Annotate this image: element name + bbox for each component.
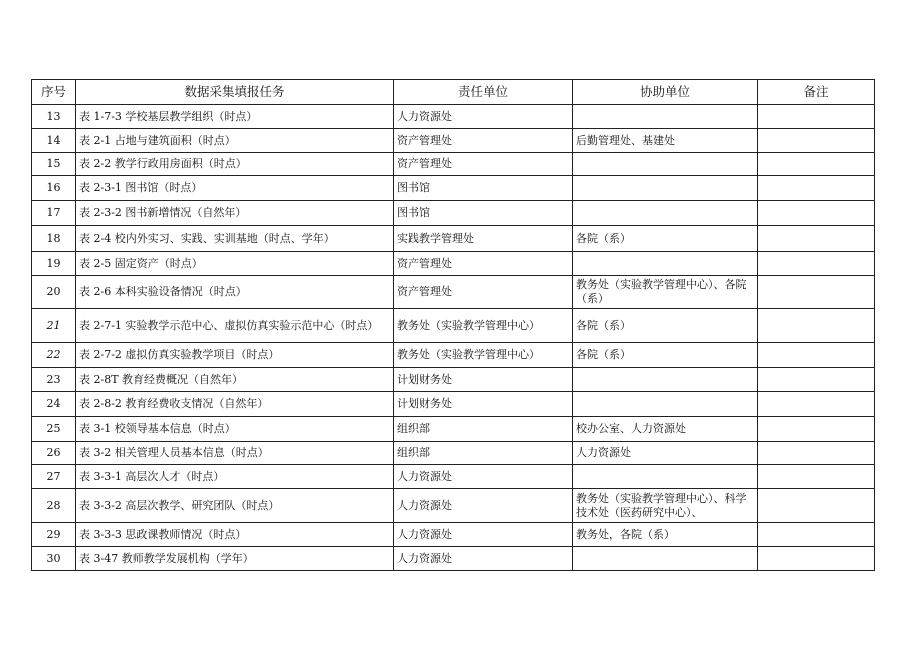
task-cell: 表 2-4 校内外实习、实践、实训基地（时点、学年） — [76, 226, 394, 252]
seq-cell: 25 — [32, 417, 76, 442]
table-row — [32, 276, 875, 309]
responsible-cell: 图书馆 — [394, 176, 573, 201]
responsible-cell: 人力资源处 — [394, 465, 573, 489]
task-cell: 表 1-7-3 学校基层教学组织（时点） — [76, 105, 394, 129]
header-assist: 协助单位 — [573, 80, 758, 105]
task-cell: 表 3-2 相关管理人员基本信息（时点） — [76, 442, 394, 465]
assist-cell — [573, 252, 758, 276]
assist-cell: 人力资源处 — [573, 442, 758, 465]
seq-cell: 28 — [32, 489, 76, 523]
table-row — [32, 309, 875, 343]
assist-cell: 校办公室、人力资源处 — [573, 417, 758, 442]
responsible-cell: 计划财务处 — [394, 368, 573, 392]
responsible-cell: 人力资源处 — [394, 523, 573, 547]
header-row — [32, 80, 875, 105]
table-row — [32, 523, 875, 547]
assist-cell: 各院（系） — [573, 343, 758, 368]
note-cell — [758, 392, 875, 417]
table-row — [32, 153, 875, 176]
assist-cell: 教务处，各院（系） — [573, 523, 758, 547]
responsible-cell: 计划财务处 — [394, 392, 573, 417]
assist-cell — [573, 201, 758, 226]
header-responsible: 责任单位 — [394, 80, 573, 105]
assist-cell — [573, 465, 758, 489]
table-row — [32, 392, 875, 417]
task-cell: 表 3-3-2 高层次教学、研究团队（时点） — [76, 489, 394, 523]
seq-cell: 15 — [32, 153, 76, 176]
header-note: 备注 — [758, 80, 875, 105]
responsible-cell: 实践教学管理处 — [394, 226, 573, 252]
responsible-cell: 组织部 — [394, 442, 573, 465]
note-cell — [758, 442, 875, 465]
note-cell — [758, 153, 875, 176]
table-row — [32, 368, 875, 392]
task-table — [31, 79, 875, 571]
table-row — [32, 417, 875, 442]
table-row — [32, 489, 875, 523]
header-seq: 序号 — [32, 80, 76, 105]
responsible-cell: 教务处（实验教学管理中心） — [394, 309, 573, 343]
task-cell: 表 3-47 教师教学发展机构（学年） — [76, 547, 394, 571]
responsible-cell: 资产管理处 — [394, 276, 573, 309]
table-row — [32, 201, 875, 226]
assist-cell — [573, 176, 758, 201]
assist-cell — [573, 392, 758, 417]
responsible-cell: 资产管理处 — [394, 252, 573, 276]
responsible-cell: 资产管理处 — [394, 153, 573, 176]
seq-cell: 18 — [32, 226, 76, 252]
task-cell: 表 2-5 固定资产（时点） — [76, 252, 394, 276]
table-row — [32, 343, 875, 368]
table-row — [32, 252, 875, 276]
note-cell — [758, 176, 875, 201]
note-cell — [758, 276, 875, 309]
note-cell — [758, 547, 875, 571]
note-cell — [758, 417, 875, 442]
seq-cell: 30 — [32, 547, 76, 571]
seq-cell: 16 — [32, 176, 76, 201]
seq-cell: 24 — [32, 392, 76, 417]
seq-cell: 14 — [32, 129, 76, 153]
table-row — [32, 465, 875, 489]
table-row — [32, 442, 875, 465]
table-row — [32, 129, 875, 153]
note-cell — [758, 105, 875, 129]
note-cell — [758, 368, 875, 392]
seq-cell: 22 — [32, 343, 76, 368]
table-row — [32, 176, 875, 201]
assist-cell: 教务处（实验教学管理中心）、各院（系） — [573, 276, 758, 309]
task-cell: 表 3-1 校领导基本信息（时点） — [76, 417, 394, 442]
table-row — [32, 226, 875, 252]
task-cell: 表 2-7-2 虚拟仿真实验教学项目（时点） — [76, 343, 394, 368]
assist-cell: 教务处（实验教学管理中心）、科学技术处（医药研究中心）、 — [573, 489, 758, 523]
note-cell — [758, 489, 875, 523]
task-cell: 表 2-2 教学行政用房面积（时点） — [76, 153, 394, 176]
note-cell — [758, 129, 875, 153]
note-cell — [758, 523, 875, 547]
assist-cell — [573, 153, 758, 176]
responsible-cell: 人力资源处 — [394, 489, 573, 523]
seq-cell: 21 — [32, 309, 76, 343]
assist-cell — [573, 105, 758, 129]
task-cell: 表 2-7-1 实验教学示范中心、虚拟仿真实验示范中心（时点） — [76, 309, 394, 343]
responsible-cell: 资产管理处 — [394, 129, 573, 153]
task-cell: 表 3-3-3 思政课教师情况（时点） — [76, 523, 394, 547]
responsible-cell: 人力资源处 — [394, 547, 573, 571]
responsible-cell: 教务处（实验教学管理中心） — [394, 343, 573, 368]
assist-cell — [573, 547, 758, 571]
seq-cell: 26 — [32, 442, 76, 465]
task-cell: 表 2-3-1 图书馆（时点） — [76, 176, 394, 201]
task-cell: 表 2-8-2 教育经费收支情况（自然年） — [76, 392, 394, 417]
note-cell — [758, 465, 875, 489]
note-cell — [758, 309, 875, 343]
task-cell: 表 3-3-1 高层次人才（时点） — [76, 465, 394, 489]
seq-cell: 23 — [32, 368, 76, 392]
header-task: 数据采集填报任务 — [76, 80, 394, 105]
table-row — [32, 547, 875, 571]
note-cell — [758, 343, 875, 368]
table-row — [32, 105, 875, 129]
note-cell — [758, 201, 875, 226]
assist-cell — [573, 368, 758, 392]
responsible-cell: 图书馆 — [394, 201, 573, 226]
assist-cell: 各院（系） — [573, 309, 758, 343]
seq-cell: 13 — [32, 105, 76, 129]
assist-cell: 各院（系） — [573, 226, 758, 252]
responsible-cell: 组织部 — [394, 417, 573, 442]
task-cell: 表 2-1 占地与建筑面积（时点） — [76, 129, 394, 153]
seq-cell: 27 — [32, 465, 76, 489]
seq-cell: 29 — [32, 523, 76, 547]
note-cell — [758, 226, 875, 252]
task-cell: 表 2-8T 教育经费概况（自然年） — [76, 368, 394, 392]
seq-cell: 20 — [32, 276, 76, 309]
task-cell: 表 2-3-2 图书新增情况（自然年） — [76, 201, 394, 226]
assist-cell: 后勤管理处、基建处 — [573, 129, 758, 153]
seq-cell: 19 — [32, 252, 76, 276]
seq-cell: 17 — [32, 201, 76, 226]
task-cell: 表 2-6 本科实验设备情况（时点） — [76, 276, 394, 309]
responsible-cell: 人力资源处 — [394, 105, 573, 129]
note-cell — [758, 252, 875, 276]
